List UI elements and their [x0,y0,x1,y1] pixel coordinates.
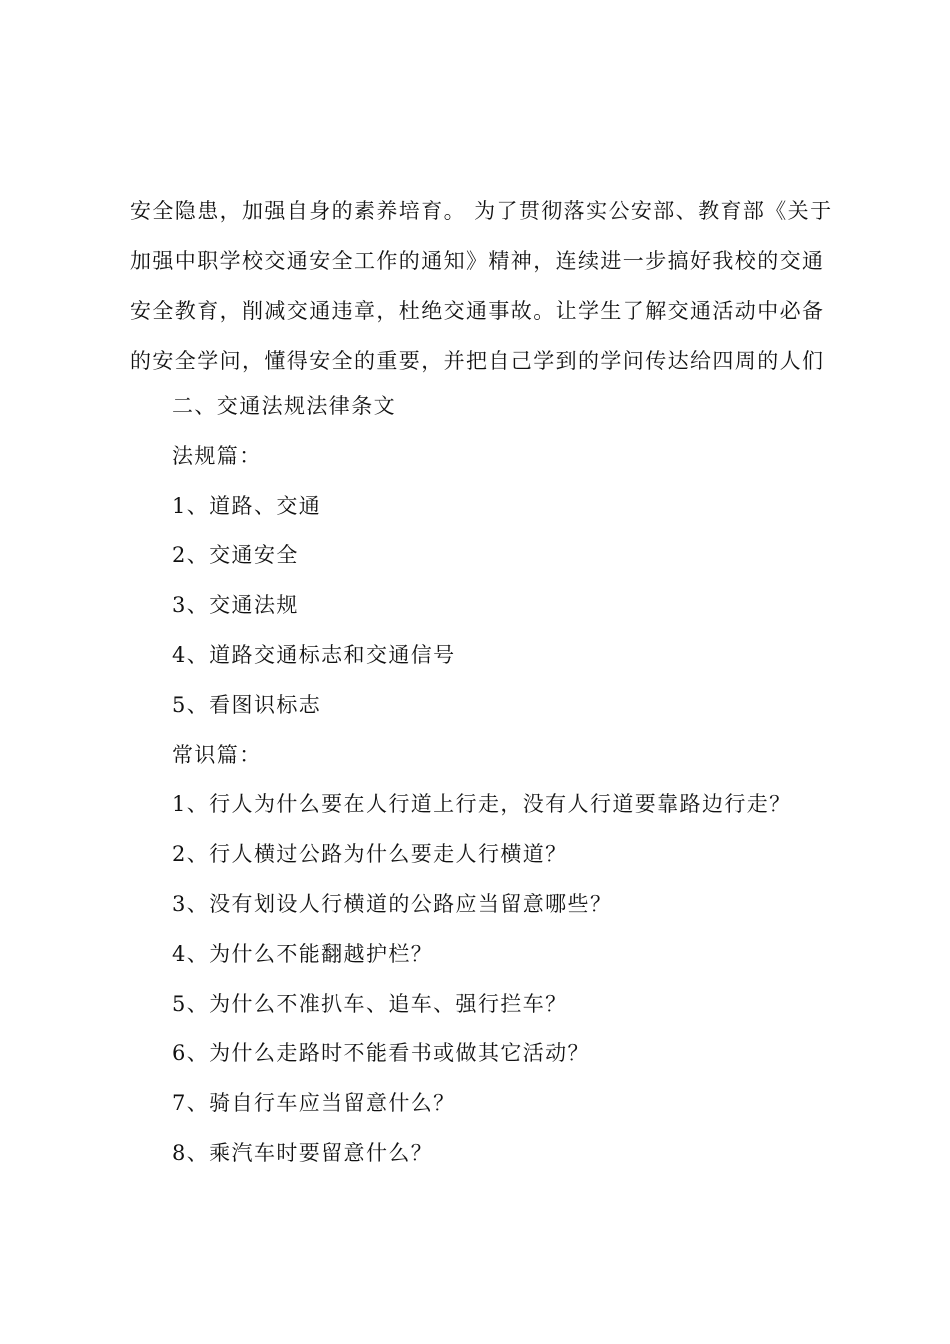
common-knowledge-item: 8、乘汽车时要留意什么？ [172,1140,434,1165]
paragraph-line: 加强中职学校交通安全工作的通知》精神，连续进一步搞好我校的交通 [130,249,825,273]
regulation-item: 2、交通安全 [172,543,299,568]
common-knowledge-item: 3、没有划设人行横道的公路应当留意哪些？ [172,891,613,916]
common-knowledge-item: 5、为什么不准扒车、追车、强行拦车？ [172,991,568,1016]
common-knowledge-item: 2、行人横过公路为什么要走人行横道？ [172,842,568,867]
content-list [172,386,792,1183]
paragraph-line: 安全隐患，加强自身的素养培育。 为了贯彻落实公安部、教育部《关于 [130,199,833,223]
regulation-item: 1、道路、交通 [172,493,322,518]
intro-paragraph [130,186,833,386]
common-knowledge-heading: 常识篇： [172,742,262,767]
regulation-item: 4、道路交通标志和交通信号 [172,642,456,667]
common-knowledge-item: 1、行人为什么要在人行道上行走，没有人行道要靠路边行走？ [172,792,792,817]
regulations-heading: 法规篇： [172,443,262,468]
regulation-item: 3、交通法规 [172,593,299,618]
paragraph-line: 安全教育，削减交通违章，杜绝交通事故。让学生了解交通活动中必备 [130,299,825,323]
common-knowledge-item: 4、为什么不能翻越护栏？ [172,941,434,966]
common-knowledge-item: 7、骑自行车应当留意什么？ [172,1091,456,1116]
regulation-item: 5、看图识标志 [172,692,322,717]
section-heading: 二、交通法规法律条文 [172,394,396,418]
paragraph-line: 的安全学问，懂得安全的重要，并把自己学到的学问传达给四周的人们 [130,349,825,373]
common-knowledge-item: 6、为什么走路时不能看书或做其它活动？ [172,1041,590,1066]
